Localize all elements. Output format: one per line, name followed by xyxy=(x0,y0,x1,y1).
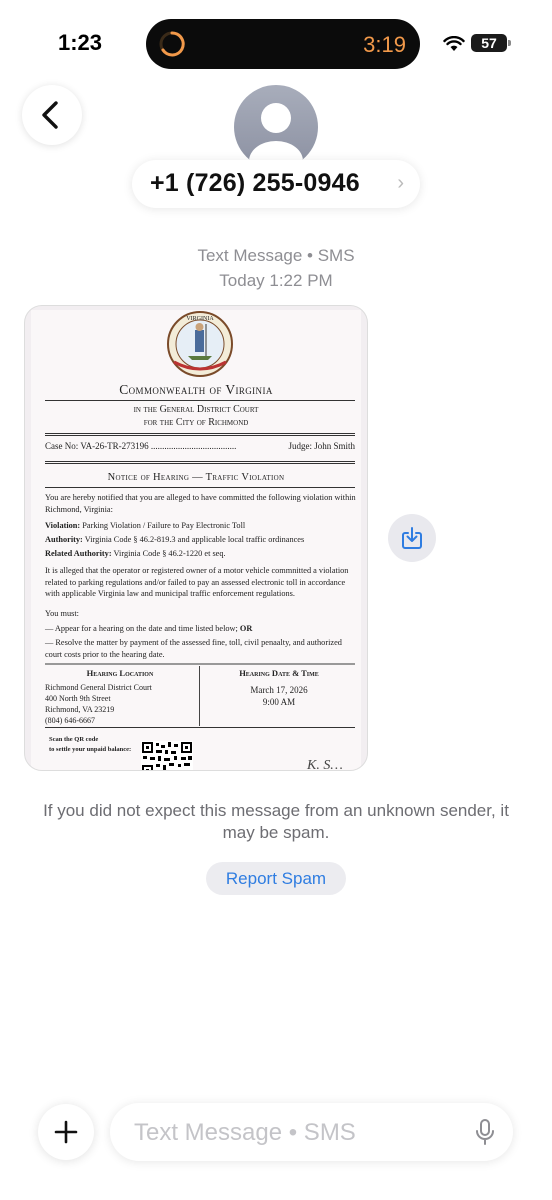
spam-warning: If you did not expect this message from an unknown sender, it may be spam. xyxy=(43,801,509,842)
microphone-icon[interactable] xyxy=(475,1118,495,1146)
notice-title: Notice of Hearing — Traffic Violation xyxy=(107,472,285,483)
document-title: Commonwealth of Virginia xyxy=(119,382,273,397)
report-spam-button[interactable]: Report Spam xyxy=(206,862,346,895)
qr-instructions: Scan the QR code to settle your unpaid balance: xyxy=(49,736,132,753)
qr-code xyxy=(141,741,193,771)
case-line xyxy=(45,441,355,451)
virginia-seal-logo xyxy=(164,310,236,378)
dynamic-island[interactable] xyxy=(146,19,420,69)
option-appear: — Appear for a hearing on the date and time listed below; OR xyxy=(45,624,253,633)
option-resolve: — Resolve the matter by payment of the assessed fine, toll, civil penaalty, and authorized court costs prior to the hearing date. xyxy=(45,638,342,659)
authority-line: Authority: Virginia Code § 46.2-819.3 and applicable local traffic ordinances xyxy=(45,535,305,544)
service-label: Text Message • SMS xyxy=(197,246,355,265)
plus-icon xyxy=(54,1120,78,1144)
allegation-text: It is alleged that the operator or registered owner of a motor vehicle commnitted a violation related to parking regulations and/or failed to pay an assessed electronic toll in accordance with applicable Virginia law and municipal traffic enforcement regulations. xyxy=(45,566,349,598)
download-icon xyxy=(401,526,423,550)
live-activity-time: 3:19 xyxy=(363,32,406,57)
case-number: Case No: VA-26-TR-273196 ...................................... xyxy=(45,441,237,451)
wifi-icon xyxy=(443,36,465,52)
timer-icon xyxy=(158,30,186,58)
judge-name: Judge: John Smith xyxy=(288,441,355,451)
message-timestamp: Today 1:22 PM xyxy=(219,271,333,290)
back-chevron-icon xyxy=(38,100,64,130)
message-compose-bar[interactable] xyxy=(110,1103,513,1161)
contact-details-button[interactable] xyxy=(132,160,420,208)
signature: K. S… xyxy=(307,758,343,771)
battery-indicator: 57 xyxy=(471,34,507,52)
court-notice-document xyxy=(31,310,361,771)
hearing-location-address: Richmond General District Court 400 North 9th Street Richmond, VA 23219 (804) 646-6667 xyxy=(45,683,152,725)
notice-intro: You are hereby notified that you are alleged to have committed the following violation within Richmond, Virginia: xyxy=(45,493,356,514)
hearing-location-heading: Hearing Location xyxy=(86,668,154,678)
chevron-right-icon: › xyxy=(397,172,404,194)
add-attachment-button[interactable] xyxy=(38,1104,94,1160)
message-input[interactable] xyxy=(132,1117,456,1149)
related-authority-line: Related Authority: Virginia Code § 46.2-1220 et seq. xyxy=(45,549,226,558)
hearing-datetime-heading: Hearing Date & Time xyxy=(239,668,319,678)
status-time: 1:23 xyxy=(58,30,103,55)
court-name: in the General District Court for the City of Richmond xyxy=(133,404,259,428)
save-attachment-button[interactable] xyxy=(388,514,436,562)
image-attachment[interactable] xyxy=(24,305,368,771)
hearing-datetime: March 17, 2026 9:00 AM xyxy=(250,685,308,707)
contact-avatar[interactable] xyxy=(234,85,318,169)
you-must-label: You must: xyxy=(45,609,79,618)
back-button[interactable] xyxy=(22,85,82,145)
violation-line: Violation: Parking Violation / Failure to Pay Electronic Toll xyxy=(45,521,246,530)
person-icon xyxy=(234,85,318,169)
seal-text: VIRGINIA xyxy=(186,316,214,322)
contact-number: +1 (726) 255-0946 xyxy=(150,169,360,197)
